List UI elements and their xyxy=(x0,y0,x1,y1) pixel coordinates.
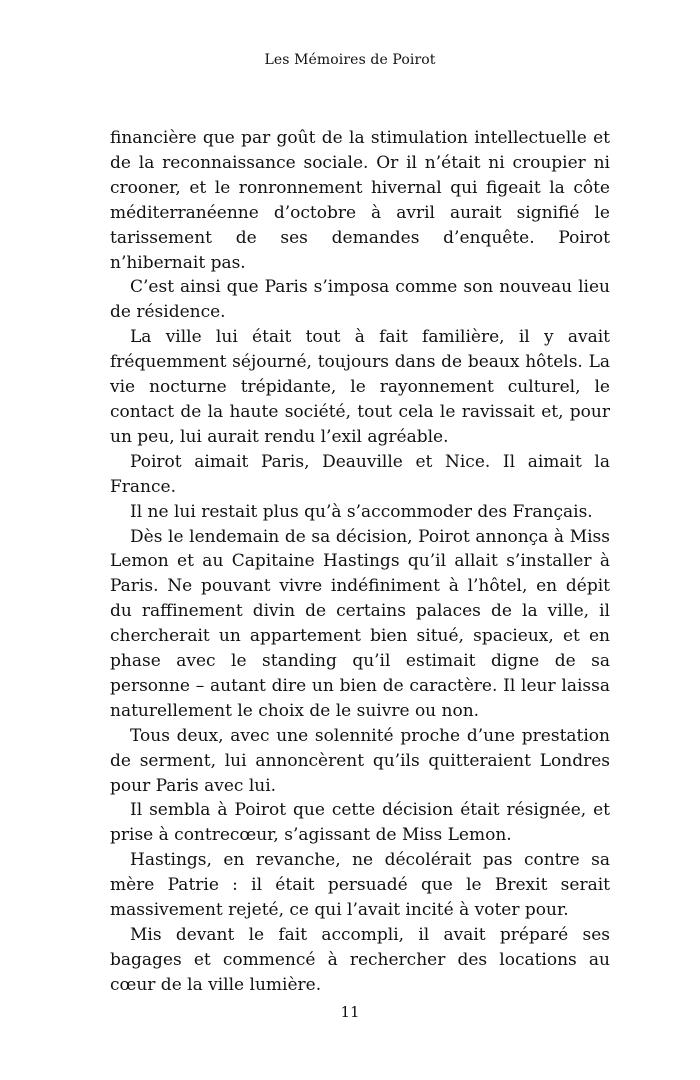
paragraph-7: Tous deux, avec une solennité proche d’une prestation de serment, lui annoncèrent qu’ils quitteraient Londres pour Paris avec lui. xyxy=(110,725,610,796)
paragraph-5: Il ne lui restait plus qu’à s’accommoder des Français. xyxy=(130,501,593,522)
running-header-title: Les Mémoires de Poirot xyxy=(264,52,436,68)
paragraph-8: Il sembla à Poirot que cette décision était résignée, et prise à contrecœur, s’agissant de Miss Lemon. xyxy=(110,800,610,846)
paragraph-2: C’est ainsi que Paris s’imposa comme son nouveau lieu de résidence. xyxy=(110,277,610,323)
paragraph-6: Dès le lendemain de sa décision, Poirot annonça à Miss Lemon et au Capitaine Hastings qu’il allait s’installer à Paris. Ne pouvant vivre indéfiniment à l’hôtel, en dépit du raffinement divin de certains palaces de la ville, il chercherait un appartement bien situé, spacieux, et en phase avec le standing qu’il estimait digne de sa personne – autant dire un bien de caractère. Il leur laissa naturellement le choix de le suivre ou non. xyxy=(110,526,610,721)
paragraph-10: Mis devant le fait accompli, il avait préparé ses bagages et commencé à rechercher des locations au cœur de la ville lumière. xyxy=(110,925,610,995)
paragraph-1: financière que par goût de la stimulation intellectuelle et de la reconnaissance sociale. Or il n’était ni croupier ni crooner, et le ronronnement hivernal qui figeait la côte méditerranéenne d’octobre à avril aurait signifié le tarissement de ses demandes d’enquête. Poirot n’hibernait pas. xyxy=(110,128,610,273)
paragraph-3: La ville lui était tout à fait familière, il y avait fréquemment séjourné, toujours dans de beaux hôtels. La vie nocturne trépidante, le rayonnement culturel, le contact de la haute société, tout cela le ravissait et, pour un peu, lui aurait rendu l’exil agréable. xyxy=(110,327,610,447)
page-number: 11 xyxy=(340,1003,360,1021)
body-text xyxy=(110,126,610,998)
paragraph-9: Hastings, en revanche, ne décolérait pas contre sa mère Patrie : il était persuadé que le Brexit serait massivement rejeté, ce qui l’avait incité à voter pour. xyxy=(110,850,610,921)
paragraph-4: Poirot aimait Paris, Deauville et Nice. Il aimait la France. xyxy=(110,451,610,497)
